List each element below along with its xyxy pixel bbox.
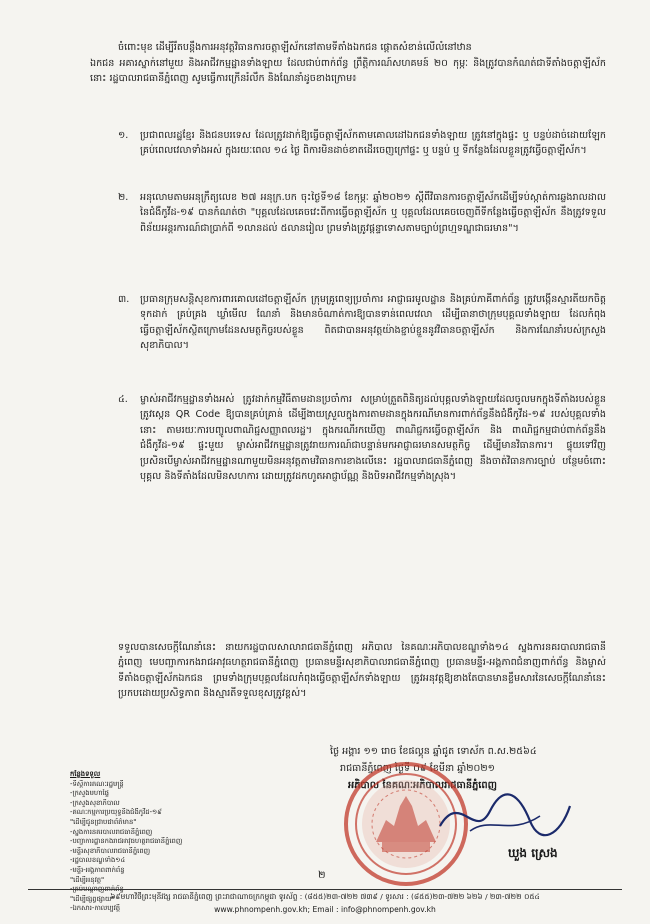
recipient-line: "ដើម្បីផ្សព្វផ្សាយ"	[70, 894, 115, 903]
list-item	[118, 392, 606, 484]
intro-line-1: ចំពោះមុខ ដើម្បីរឹតបន្តឹងការអនុវត្តវិធានការចត្តាឡីស័កនៅតាមទីតាំងឯកជន ផ្តោតសំខាន់លើលំនៅឋាន	[118, 42, 472, 53]
lunar-date: ថ្ងៃ អង្គារ ១១ រោច ខែផល្គុន ឆ្នាំជូត ទោស័ក ព.ស.២៥៦៤	[330, 746, 537, 757]
item-text: អនុលោមតាមអនុក្រឹត្យលេខ ២៧ អនុក្រ.បក ចុះថ្ងៃទី១៨ ខែកុម្ភៈ ឆ្នាំ២០២១ ស្តីពីវិធានការចត្តាឡីស័កដើម្បីទប់ស្កាត់ការឆ្លងរាលដាលនៃជំងឺកូវីដ-១៩ បានកំណត់ថា "បុគ្គលដែលគេចវេះពីការធ្វើចត្តាឡីស័ក ឬ បុគ្គលដែលគេចចេញពីទីកន្លែងធ្វើចត្តាឡីស័ក នឹងត្រូវទទួលពិន័យអន្តរការណ៍ជាប្រាក់ពី ១លានដល់ ៥លានរៀល ព្រមទាំងត្រូវផ្តន្ទាទោសតាមច្បាប់ព្រហ្មទណ្ឌជាធរមាន"។	[140, 192, 606, 234]
item-number: ៣.	[118, 294, 130, 305]
page-number: ២	[318, 870, 326, 881]
recipient-line: -ទីស្តីការគណៈរដ្ឋមន្ត្រី	[70, 779, 124, 788]
item-text: ប្រជាពលរដ្ឋខ្មែរ និងជនបរទេស ដែលត្រូវដាក់ឱ្យធ្វើចត្តាឡីស័កតាមគោលដៅឯកជនទាំងឡាយ ត្រូវនៅក្នុងផ្ទះ ឬ បន្ទប់ដាច់ដោយឡែកគ្រប់ពេលវេលាទាំងអស់ ក្នុងរយៈពេល ១៤ ថ្ងៃ ពិការមិនដាច់ខាតដើរចេញក្រៅផ្ទះ ឬ បន្ទប់ ឬ ទីកន្លែងដែលខ្លួនត្រូវធ្វើចត្តាឡីស័ក។	[140, 130, 606, 157]
footer-address: ៦៩មហាវិថីព្រះមុនីវង្ស រាជធានីភ្នំពេញ ព្រះរាជាណាចក្រកម្ពុជា ទូរស័ព្ទ : (៨៥៥)២៣-៧២២ ៧៣៩ / ទូរសារ : (៨៥៥)២៣-៧២២ ៦២៦ / ២៣-៧២២ ០៥៤	[110, 892, 540, 901]
recipient-line: -គណៈកម្មការប្រយុទ្ធនឹងជំងឺកូវីដ-១៩	[70, 808, 162, 817]
recipient-line: "ដើម្បីអនុវត្ត"	[70, 875, 105, 884]
item-number: ៤.	[118, 394, 128, 405]
item-number: ២.	[118, 192, 129, 203]
recipient-line: -ក្រសួងមហាផ្ទៃ	[70, 789, 109, 798]
closing-paragraph: ទទួលបានសេចក្តីណែនាំនេះ នាយករដ្ឋបាលសាលារាជធានីភ្នំពេញ អភិបាល នៃគណៈអភិបាលខណ្ឌទាំង១៤ ស្នងការនគរបាលរាជធានីភ្នំពេញ មេបញ្ជាការកងរាជអាវុធហត្ថរាជធានីភ្នំពេញ ប្រធានមន្ទីរសុខាភិបាលរាជធានីភ្នំពេញ ប្រធានមន្ទីរ-អង្គភាពជំនាញពាក់ព័ន្ធ និងម្ចាស់ទីតាំងចត្តាឡីស័កឯកជន ព្រមទាំងក្រុមបុគ្គលដែលកំពុងធ្វើចត្តាឡីស័កទាំងឡាយ ត្រូវអនុវត្តឱ្យខាងតែបានមានខ្លឹមសារនៃសេចក្តីណែនាំនេះ ប្រកបដោយប្រសិទ្ធភាព និងស្មារតីទទួលខុសត្រូវខ្ពស់។	[118, 642, 606, 700]
recipient-line: -ឯកសារ-កាលប្បវត្តិ	[70, 904, 121, 913]
item-number: ១.	[118, 130, 129, 141]
signatory-title: អភិបាល នៃគណៈអភិបាលរាជធានីភ្នំពេញ	[348, 780, 497, 791]
list-item	[118, 292, 606, 354]
list-item	[118, 190, 606, 236]
recipient-line: -មន្ទីរ-អង្គភាពពាក់ព័ន្ធ	[70, 865, 125, 874]
handwritten-signature-icon	[430, 786, 580, 846]
item-text: ប្រធានក្រុមសន្តិសុខការពារគោលដៅចត្តាឡីស័ក ក្រុមគ្រូពេទ្យប្រចាំការ អាជ្ញាធរមូលដ្ឋាន និងគ្រប់ភាគីពាក់ព័ន្ធ ត្រូវបង្កើនស្មារតីយកចិត្តទុកដាក់ គ្រប់គ្រង ឃ្លាំមើល ណែនាំ និងមានចំណាត់ការឱ្យបានទាន់ពេលវេលា ដើម្បីធានាថាក្រុមបុគ្គលទាំងឡាយ ដែលកំពុងធ្វើចត្តាឡីស័កស្ថិតក្រោមដែនសមត្ថកិច្ចរបស់ខ្លួន ពិតជាបានអនុវត្តយ៉ាងខ្ជាប់ខ្ជួននូវវិធានចត្តាឡីស័ក និងការណែនាំរបស់ក្រសួងសុខាភិបាល។	[140, 294, 606, 352]
footer-divider	[28, 889, 622, 890]
signatory-name: ឃួង ស្រេង	[508, 846, 558, 860]
recipients-heading: កន្លែងទទួល	[70, 770, 101, 778]
recipient-line: -ក្រសួងសុខាភិបាល	[70, 798, 120, 807]
footer-contact: www.phnompenh.gov.kh; Email : info@phnompenh.gov.kh	[214, 905, 436, 914]
intro-paragraph: ឯកជន អគារស្នាក់នៅមួយ និងអាជីវកម្មដ្ឋានទាំងឡាយ ដែលជាប់ពាក់ព័ន្ធ ព្រឹត្តិការណ៍សហគមន៍ ២០ កុម្ភៈ និងត្រូវបានកំណត់ជាទីតាំងចត្តាឡីស័កនោះ រដ្ឋបាលរាជធានីភ្នំពេញ សូមធ្វើការក្រើនរំលឹក និងណែនាំដូចខាងក្រោម៖	[90, 58, 606, 85]
recipient-line: -បញ្ជាការដ្ឋានកងរាជអាវុធហត្ថរាជធានីភ្នំពេញ	[70, 837, 183, 846]
item-text: ម្ចាស់អាជីវកម្មដ្ឋានទាំងអស់ ត្រូវដាក់កម្មវិធីតាមដានប្រចាំការ សម្រាប់ត្រួតពិនិត្យដល់បុគ្គលទាំងឡាយដែលចូលមកក្នុងទីតាំងរបស់ខ្លួន ត្រូវស្កេន QR Code ឱ្យបានគ្រប់គ្រាន់ ដើម្បីងាយស្រួលក្នុងការតាមដានក្នុងករណីមានការពាក់ព័ន្ធនឹងជំងឺកូវីដ-១៩ របស់បុគ្គលទាំងនោះ តាមរយៈការបញ្ចូលពាណិជ្ជសញ្ញាពលរដ្ឋ។ ក្នុងករណីរកឃើញ ពាណិជ្ជករធ្វើចត្តាឡីស័ក និង ពាណិជ្ជកម្មជាប់ពាក់ព័ន្ធនឹងជំងឺកូវីដ-១៩ ផ្ទះមួយ ម្ចាស់អាជីវកម្មដ្ឋានត្រូវរាយការណ៍ជាបន្ទាន់មកអាជ្ញាធរមានសមត្ថកិច្ច ដើម្បីមានវិធានការ។ ផ្ទុយទៅវិញ ប្រសិនបើម្ចាស់អាជីវកម្មដ្ឋានណាមួយមិនអនុវត្តតាមវិធានការខាងលើនេះ រដ្ឋបាលរាជធានីភ្នំពេញ នឹងចាត់វិធានការច្បាប់ បន្ថែមចំពោះបុគ្គល និងទីតាំងដែលមិនសហការ ដោយត្រូវដកហូតអាជ្ញាប័ណ្ណ និងបិទអាជីវកម្មទាំងស្រុង។	[140, 394, 606, 483]
recipient-line: -ស្នងការនគរបាលរាជធានីភ្នំពេញ	[70, 827, 153, 836]
recipient-line: "ដើម្បីជូនជ្រាបជាព័ត៌មាន"	[70, 817, 137, 826]
solar-date: រាជធានីភ្នំពេញ ថ្ងៃទី ០៩ ខែមីនា ឆ្នាំ២០២១	[340, 763, 495, 774]
recipient-line: -គ្រប់បណ្តាញពាក់ព័ន្ធ	[70, 885, 124, 894]
list-item	[118, 128, 606, 159]
recipient-line: -រដ្ឋបាលខណ្ឌទាំង១៤	[70, 856, 126, 865]
recipient-line: -មន្ទីរសុខាភិបាលរាជធានីភ្នំពេញ	[70, 846, 151, 855]
